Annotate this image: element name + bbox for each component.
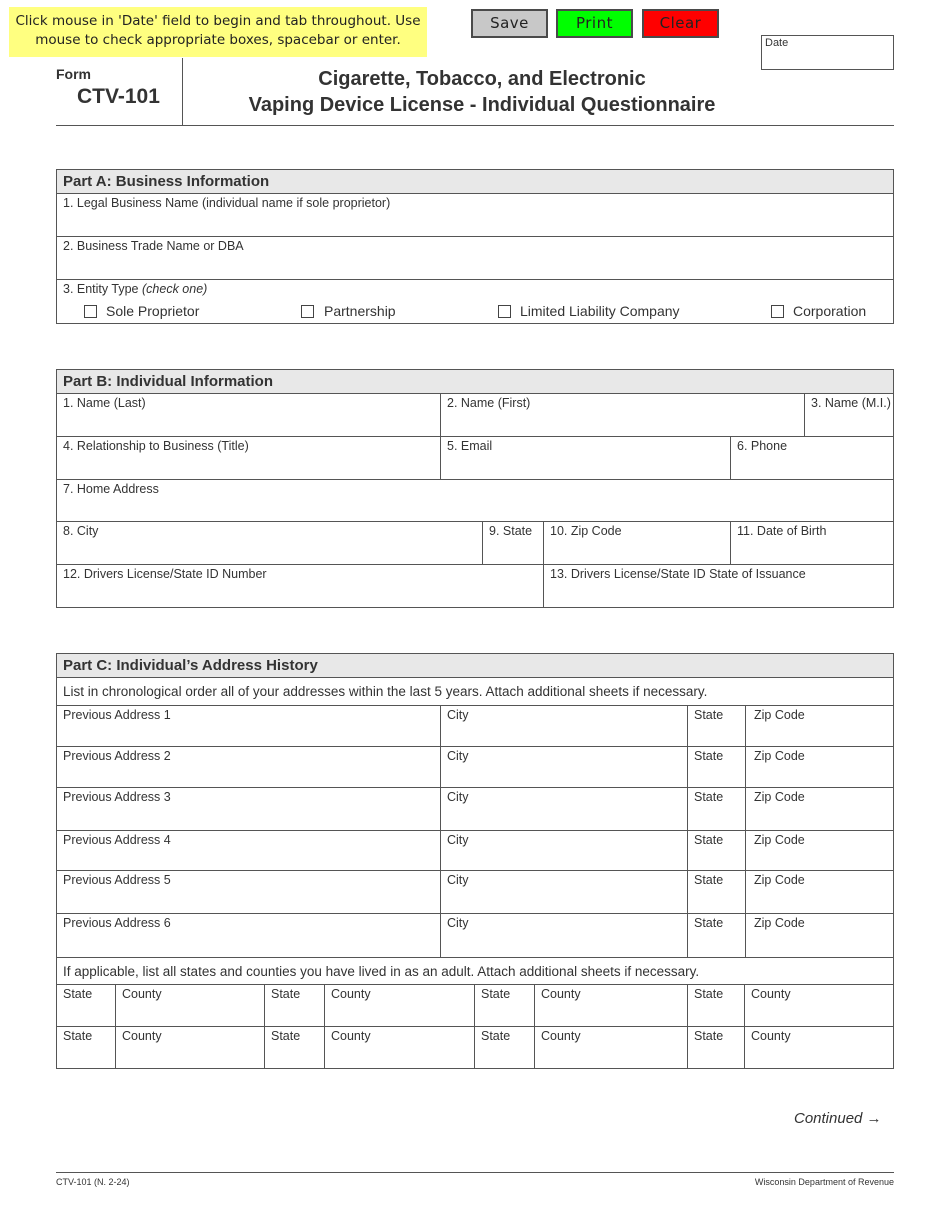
address-3-city-label: City [447,790,469,804]
first-name-cell [440,393,805,437]
residence-1-3-state-cell [474,984,535,1027]
residence-state-label: State [271,1029,301,1043]
header-divider [182,58,183,125]
date-label: Date [765,37,789,49]
legal-business-name-cell [56,193,894,237]
state-label: 9. State [489,524,533,538]
title-line-1: Cigarette, Tobacco, and Electronic [318,68,646,90]
instructions-banner: Click mouse in 'Date' field to begin and tab throughout. Use mouse to check appropriate boxes, spacebar or enter. [9,7,427,57]
residence-1-3-state-input[interactable] [479,1006,530,1023]
residence-2-1-county-cell [115,1026,265,1069]
address-3-zip-cell [745,787,894,832]
residence-1-1-state-cell [56,984,116,1027]
phone-input[interactable] [735,459,889,476]
address-1-city-cell [440,705,688,750]
mi-input[interactable] [809,416,889,433]
print-button[interactable]: Print [556,9,633,38]
address-1-zip-cell [745,705,894,750]
residence-2-4-state-cell [687,1026,745,1069]
partnership-checkbox[interactable] [301,305,314,318]
address-1-zip-label: Zip Code [754,708,805,722]
address-1-city-label: City [447,708,469,722]
address-1-state-input[interactable] [692,729,741,746]
residence-2-3-state-input[interactable] [479,1048,530,1065]
dl-number-label: 12. Drivers License/State ID Number [63,567,267,581]
llc-checkbox[interactable] [498,305,511,318]
address-5-addr-input[interactable] [61,894,436,911]
residence-county-label: County [751,987,791,1001]
residence-1-2-state-cell [264,984,325,1027]
entity-type-label: 3. Entity Type (check one) [63,282,208,296]
address-6-zip-input[interactable] [750,937,889,954]
address-6-addr-label: Previous Address 6 [63,916,171,930]
address-2-addr-input[interactable] [61,770,436,787]
last-name-label: 1. Name (Last) [63,396,146,410]
clear-button[interactable]: Clear [642,9,719,38]
date-field-box [761,35,894,70]
address-3-city-cell [440,787,688,832]
address-4-state-input[interactable] [692,854,741,871]
address-2-zip-input[interactable] [750,770,889,787]
address-5-city-label: City [447,873,469,887]
address-5-addr-cell [56,870,441,915]
residence-2-4-county-cell [744,1026,894,1069]
address-3-city-input[interactable] [445,811,683,828]
residence-2-4-state-input[interactable] [692,1048,740,1065]
residence-2-2-county-input[interactable] [329,1048,470,1065]
llc-label: Limited Liability Company [520,303,680,319]
address-3-addr-label: Previous Address 3 [63,790,171,804]
trade-name-input[interactable] [61,259,889,276]
address-2-zip-label: Zip Code [754,749,805,763]
address-6-city-label: City [447,916,469,930]
residence-1-1-state-input[interactable] [61,1006,111,1023]
address-1-state-label: State [694,708,724,722]
residence-1-4-state-cell [687,984,745,1027]
dob-input[interactable] [735,544,889,561]
address-6-zip-label: Zip Code [754,916,805,930]
zip-cell [543,521,731,565]
corporation-checkbox[interactable] [771,305,784,318]
address-4-addr-label: Previous Address 4 [63,833,171,847]
address-3-zip-input[interactable] [750,811,889,828]
partnership-label: Partnership [324,303,396,319]
form-revision: CTV-101 (N. 2-24) [56,1177,130,1187]
address-4-zip-input[interactable] [750,854,889,871]
address-5-zip-input[interactable] [750,894,889,911]
footer-rule [56,1172,894,1173]
residence-county-label: County [122,1029,162,1043]
address-6-city-cell [440,913,688,958]
address-6-state-input[interactable] [692,937,741,954]
address-2-city-input[interactable] [445,770,683,787]
residence-state-label: State [481,987,511,1001]
address-4-city-cell [440,830,688,875]
mi-label: 3. Name (M.I.) [811,396,891,410]
residence-2-3-county-input[interactable] [539,1048,683,1065]
residence-state-label: State [63,987,93,1001]
residence-1-1-county-cell [115,984,265,1027]
residence-2-3-county-cell [534,1026,688,1069]
address-3-state-cell [687,787,746,832]
address-2-state-label: State [694,749,724,763]
address-4-city-input[interactable] [445,854,683,871]
address-3-addr-cell [56,787,441,832]
form-label: Form [56,66,91,82]
residence-2-4-county-input[interactable] [749,1048,889,1065]
zip-input[interactable] [548,544,726,561]
relationship-label: 4. Relationship to Business (Title) [63,439,249,453]
address-6-addr-input[interactable] [61,937,436,954]
legal-business-name-input[interactable] [61,216,889,233]
last-name-cell [56,393,441,437]
dl-number-input[interactable] [61,587,539,604]
address-4-state-label: State [694,833,724,847]
email-label: 5. Email [447,439,493,453]
address-1-city-input[interactable] [445,729,683,746]
address-5-state-label: State [694,873,724,887]
residence-county-label: County [331,987,371,1001]
address-2-addr-cell [56,746,441,791]
state-input[interactable] [487,544,539,561]
relationship-input[interactable] [61,459,436,476]
phone-label: 6. Phone [737,439,788,453]
email-cell [440,436,731,480]
residence-state-label: State [271,987,301,1001]
address-5-state-cell [687,870,746,915]
residence-2-1-state-cell [56,1026,116,1069]
address-2-city-label: City [447,749,469,763]
residence-2-2-state-cell [264,1026,325,1069]
residence-2-2-state-input[interactable] [269,1048,320,1065]
city-label: 8. City [63,524,99,538]
entity-type-cell [56,279,894,324]
city-cell [56,521,483,565]
title-line-2: Vaping Device License - Individual Questionnaire [248,94,716,116]
email-input[interactable] [445,459,726,476]
residence-county-label: County [331,1029,371,1043]
address-5-state-input[interactable] [692,894,741,911]
residence-1-2-county-cell [324,984,475,1027]
residence-state-label: State [694,1029,724,1043]
residence-1-4-county-cell [744,984,894,1027]
save-button[interactable]: Save [471,9,548,38]
agency-name: Wisconsin Department of Revenue [754,1177,894,1187]
header-rule [56,125,894,126]
residence-2-1-county-input[interactable] [120,1048,260,1065]
residence-2-1-state-input[interactable] [61,1048,111,1065]
home-address-cell [56,479,894,522]
part-a-heading: Part A: Business Information [56,169,894,194]
address-2-zip-cell [745,746,894,791]
dl-state-label: 13. Drivers License/State ID State of Issuance [550,567,806,581]
address-5-city-input[interactable] [445,894,683,911]
address-2-state-cell [687,746,746,791]
states-counties-instruction: If applicable, list all states and counties you have lived in as an adult. Attach additional sheets if necessary. [56,957,894,985]
dl-state-cell [543,564,894,608]
address-1-zip-input[interactable] [750,729,889,746]
dob-label: 11. Date of Birth [737,524,827,538]
address-4-addr-cell [56,830,441,875]
mi-cell [804,393,894,437]
residence-1-2-county-input[interactable] [329,1006,470,1023]
address-1-state-cell [687,705,746,750]
address-4-state-cell [687,830,746,875]
address-5-zip-cell [745,870,894,915]
zip-label: 10. Zip Code [550,524,622,538]
residence-1-4-county-input[interactable] [749,1006,889,1023]
address-1-addr-cell [56,705,441,750]
residence-2-2-county-cell [324,1026,475,1069]
address-5-zip-label: Zip Code [754,873,805,887]
residence-county-label: County [541,987,581,1001]
first-name-label: 2. Name (First) [447,396,531,410]
relationship-cell [56,436,441,480]
state-cell [482,521,544,565]
address-5-city-cell [440,870,688,915]
address-2-addr-label: Previous Address 2 [63,749,171,763]
address-6-city-input[interactable] [445,937,683,954]
residence-county-label: County [541,1029,581,1043]
address-3-state-label: State [694,790,724,804]
continued-label: Continued → [794,1110,882,1127]
residence-state-label: State [63,1029,93,1043]
form-number: CTV-101 [77,85,160,108]
address-5-addr-label: Previous Address 5 [63,873,171,887]
address-1-addr-label: Previous Address 1 [63,708,171,722]
home-address-label: 7. Home Address [63,482,159,496]
address-2-state-input[interactable] [692,770,741,787]
address-4-addr-input[interactable] [61,854,436,871]
residence-1-3-county-input[interactable] [539,1006,683,1023]
residence-state-label: State [481,1029,511,1043]
address-6-state-cell [687,913,746,958]
phone-cell [730,436,894,480]
address-4-city-label: City [447,833,469,847]
trade-name-label: 2. Business Trade Name or DBA [63,239,244,253]
address-6-state-label: State [694,916,724,930]
residence-state-label: State [694,987,724,1001]
dob-cell [730,521,894,565]
address-4-zip-cell [745,830,894,875]
dl-number-cell [56,564,544,608]
address-3-addr-input[interactable] [61,811,436,828]
address-history-instruction: List in chronological order all of your addresses within the last 5 years. Attach additional sheets if necessary. [56,677,894,706]
residence-2-3-state-cell [474,1026,535,1069]
dl-state-input[interactable] [548,587,889,604]
address-2-city-cell [440,746,688,791]
residence-county-label: County [122,987,162,1001]
address-4-zip-label: Zip Code [754,833,805,847]
address-3-state-input[interactable] [692,811,741,828]
address-3-zip-label: Zip Code [754,790,805,804]
residence-county-label: County [751,1029,791,1043]
sole-proprietor-label: Sole Proprietor [106,303,200,319]
residence-1-3-county-cell [534,984,688,1027]
part-b-heading: Part B: Individual Information [56,369,894,394]
trade-name-cell [56,236,894,280]
address-6-zip-cell [745,913,894,958]
last-name-input[interactable] [61,416,436,433]
first-name-input[interactable] [445,416,800,433]
residence-1-1-county-input[interactable] [120,1006,260,1023]
legal-business-name-label: 1. Legal Business Name (individual name if sole proprietor) [63,196,391,210]
home-address-input[interactable] [61,501,889,518]
residence-1-2-state-input[interactable] [269,1006,320,1023]
address-6-addr-cell [56,913,441,958]
city-input[interactable] [61,544,478,561]
address-1-addr-input[interactable] [61,729,436,746]
part-c-heading: Part C: Individual’s Address History [56,653,894,678]
corporation-label: Corporation [793,303,867,319]
sole-proprietor-checkbox[interactable] [84,305,97,318]
residence-1-4-state-input[interactable] [692,1006,740,1023]
page-title [190,66,894,118]
